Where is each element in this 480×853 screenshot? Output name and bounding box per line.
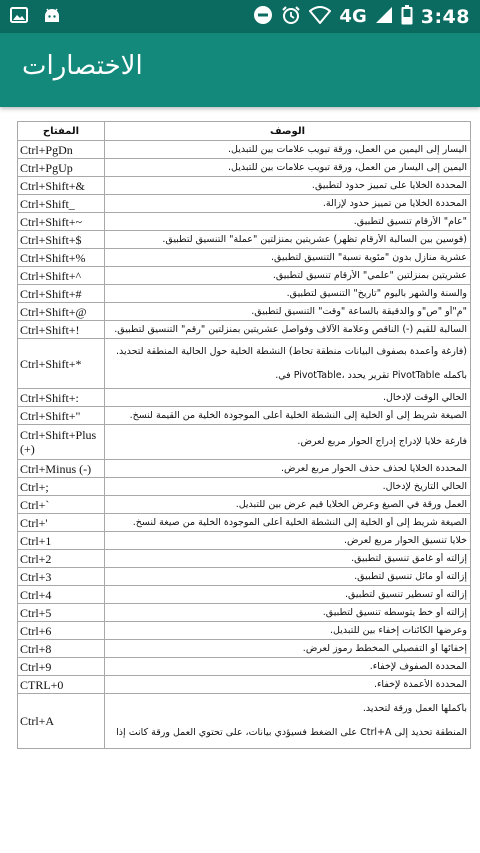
shortcut-key: Ctrl+Shift+@ bbox=[18, 303, 105, 321]
shortcut-description-line: والسنة والشهر باليوم "تاريخ" التنسيق لتطبيق. bbox=[286, 287, 467, 299]
shortcut-description-line: "عام" الأرقام تنسيق لتطبيق. bbox=[353, 215, 467, 227]
shortcut-description bbox=[105, 177, 471, 195]
table-row bbox=[18, 604, 471, 622]
app-bar bbox=[0, 33, 480, 107]
shortcut-description-line: المنطقة تحديد إلى Ctrl+A على الضغط فسيؤدي بيانات، على تحتوي العمل ورقة كانت إذا bbox=[116, 727, 467, 738]
dnd-icon bbox=[253, 5, 273, 29]
shortcut-description-line: المحددة الصفوف لإخفاء. bbox=[369, 660, 467, 672]
table-row bbox=[18, 496, 471, 514]
shortcut-description-line: المحددة الأعمدة لإخفاء. bbox=[373, 678, 467, 690]
shortcuts-table bbox=[17, 121, 471, 749]
table-row bbox=[18, 622, 471, 640]
shortcut-description bbox=[105, 231, 471, 249]
table-row bbox=[18, 249, 471, 267]
network-type: 4G bbox=[339, 6, 367, 27]
shortcut-key: Ctrl+Shift+~ bbox=[18, 213, 105, 231]
shortcut-description-line: الصيغة شريط إلى أو الخلية إلى النشطة الخلية أعلى الموجودة الخلية من القيمة لنسخ. bbox=[129, 409, 467, 421]
alarm-icon bbox=[281, 5, 301, 29]
shortcut-key: Ctrl+Shift+" bbox=[18, 407, 105, 425]
shortcut-description bbox=[105, 407, 471, 425]
shortcuts-table-body bbox=[18, 141, 471, 749]
table-row bbox=[18, 550, 471, 568]
shortcut-description-line: السالبة للقيم (-) الناقص وعلامة الآلاف وفواصل عشريتين بمنزلتين "رقم" التنسيق لتطبيق. bbox=[114, 323, 467, 335]
table-row bbox=[18, 425, 471, 460]
shortcut-description bbox=[105, 321, 471, 339]
table-row bbox=[18, 676, 471, 694]
shortcut-key: Ctrl+Shift+: bbox=[18, 389, 105, 407]
shortcut-key: Ctrl+Shift+% bbox=[18, 249, 105, 267]
shortcut-description-line: بأكملها العمل ورقة لتحديد. bbox=[362, 703, 467, 714]
table-row bbox=[18, 339, 471, 389]
shortcut-key: Ctrl+5 bbox=[18, 604, 105, 622]
table-row bbox=[18, 213, 471, 231]
shortcut-description bbox=[105, 568, 471, 586]
android-icon bbox=[42, 6, 62, 28]
shortcut-key: Ctrl+6 bbox=[18, 622, 105, 640]
table-row bbox=[18, 159, 471, 177]
table-row bbox=[18, 195, 471, 213]
shortcut-key: Ctrl+Shift+^ bbox=[18, 267, 105, 285]
page-title: الاختصارات bbox=[22, 51, 143, 81]
shortcut-description bbox=[105, 640, 471, 658]
shortcut-key: Ctrl+1 bbox=[18, 532, 105, 550]
table-row bbox=[18, 231, 471, 249]
shortcut-key: Ctrl+; bbox=[18, 478, 105, 496]
shortcut-description bbox=[105, 532, 471, 550]
table-row bbox=[18, 303, 471, 321]
table-row bbox=[18, 514, 471, 532]
shortcut-key: Ctrl+9 bbox=[18, 658, 105, 676]
shortcut-description bbox=[105, 303, 471, 321]
shortcut-description-line: إخفائها أو التفصيلي المخطط رموز لعرض. bbox=[302, 642, 467, 654]
shortcut-description-line: العمل ورقة في الصيغ وعرض الخلايا قيم عرض بين للتبديل. bbox=[235, 498, 467, 510]
shortcut-key: Ctrl+Shift+# bbox=[18, 285, 105, 303]
shortcut-description bbox=[105, 267, 471, 285]
shortcut-description-line: إزالته أو مائل تنسيق لتطبيق. bbox=[354, 570, 467, 582]
shortcut-key: Ctrl+Shift+Plus (+) bbox=[18, 425, 105, 460]
shortcut-description bbox=[105, 249, 471, 267]
table-row bbox=[18, 640, 471, 658]
shortcut-description bbox=[105, 676, 471, 694]
shortcut-key: Ctrl+Shift+& bbox=[18, 177, 105, 195]
status-bar bbox=[0, 0, 480, 33]
table-row bbox=[18, 177, 471, 195]
table-row bbox=[18, 267, 471, 285]
shortcut-key: Ctrl+4 bbox=[18, 586, 105, 604]
shortcut-key: Ctrl+Minus (-) bbox=[18, 460, 105, 478]
table-row bbox=[18, 658, 471, 676]
shortcut-description-line: الحالي الوقت لإدخال. bbox=[382, 391, 467, 403]
shortcut-description-line: خلايا تنسيق الحوار مربع لعرض. bbox=[344, 534, 467, 546]
image-icon bbox=[10, 6, 28, 28]
shortcut-description bbox=[105, 213, 471, 231]
shortcut-description bbox=[105, 389, 471, 407]
shortcut-key: Ctrl+PgDn bbox=[18, 141, 105, 159]
shortcut-description bbox=[105, 514, 471, 532]
shortcut-key: CTRL+0 bbox=[18, 676, 105, 694]
shortcut-description bbox=[105, 496, 471, 514]
shortcut-description bbox=[105, 586, 471, 604]
shortcut-description-line: إزالته أو تسطير تنسيق لتطبيق. bbox=[344, 588, 467, 600]
table-row bbox=[18, 321, 471, 339]
shortcut-key: Ctrl+Shift+* bbox=[18, 339, 105, 389]
shortcut-key: Ctrl+3 bbox=[18, 568, 105, 586]
shortcut-description bbox=[105, 658, 471, 676]
shortcut-key: Ctrl+Shift_ bbox=[18, 195, 105, 213]
table-row bbox=[18, 460, 471, 478]
shortcut-description bbox=[105, 622, 471, 640]
shortcut-key: Ctrl+A bbox=[18, 694, 105, 749]
status-bar-system bbox=[253, 5, 470, 29]
table-row bbox=[18, 532, 471, 550]
shortcut-description-line: المحددة الخلايا لحذف حذف الحوار مربع لعرض. bbox=[281, 462, 467, 474]
clock: 3:48 bbox=[420, 5, 470, 28]
shortcut-description-line: المحددة الخلايا على تمييز حدود لتطبيق. bbox=[311, 179, 467, 191]
table-row bbox=[18, 141, 471, 159]
shortcut-key: Ctrl+Shift+$ bbox=[18, 231, 105, 249]
shortcut-description-line: عشريتين بمنزلتين "علمي" الأرقام تنسيق لتطبيق. bbox=[272, 269, 467, 281]
table-row bbox=[18, 478, 471, 496]
shortcut-description-line: إزالته أو غامق تنسيق لتطبيق. bbox=[351, 552, 467, 564]
shortcut-description bbox=[105, 285, 471, 303]
shortcut-description bbox=[105, 141, 471, 159]
shortcut-description bbox=[105, 339, 471, 389]
shortcut-description-line: اليسار إلى اليمين من العمل، ورقة تبويب علامات بين للتبديل. bbox=[228, 143, 467, 155]
shortcut-description-line: الحالي التاريخ لإدخال. bbox=[382, 480, 467, 492]
shortcut-description bbox=[105, 604, 471, 622]
shortcut-key: Ctrl+Shift+! bbox=[18, 321, 105, 339]
shortcut-description-line: وعرضها الكائنات إخفاء بين للتبديل. bbox=[330, 624, 467, 636]
shortcut-description-line: (فارغة وأعمدة بصفوف البيانات منطقة تحاط) النشطة الخلية حول الحالية المنطقة لتحديد. bbox=[115, 345, 467, 357]
shortcut-description bbox=[105, 425, 471, 460]
shortcut-description bbox=[105, 478, 471, 496]
shortcut-key: Ctrl+8 bbox=[18, 640, 105, 658]
shortcut-description-line: فارغة خلايا لإدراج إدراج الحوار مربع لعرض. bbox=[297, 436, 467, 447]
battery-icon bbox=[401, 5, 413, 29]
shortcut-description bbox=[105, 550, 471, 568]
table-row bbox=[18, 407, 471, 425]
table-row bbox=[18, 285, 471, 303]
shortcut-description-line: المحددة الخلايا من تمييز حدود لإزالة. bbox=[322, 197, 467, 209]
table-row bbox=[18, 694, 471, 749]
status-bar-notifications bbox=[10, 6, 62, 28]
wifi-icon bbox=[309, 6, 331, 28]
shortcut-description bbox=[105, 460, 471, 478]
shortcut-description-line: عشرية منازل بدون "مئوية نسبة" التنسيق لتطبيق. bbox=[271, 251, 467, 263]
shortcut-key: Ctrl+2 bbox=[18, 550, 105, 568]
shortcut-description-line: الصيغة شريط إلى أو الخلية إلى النشطة الخلية أعلى الموجودة الخلية من صيغة لنسخ. bbox=[132, 516, 467, 528]
shortcut-key: Ctrl+` bbox=[18, 496, 105, 514]
table-row bbox=[18, 389, 471, 407]
table-row bbox=[18, 568, 471, 586]
shortcut-description bbox=[105, 195, 471, 213]
shortcut-key: Ctrl+' bbox=[18, 514, 105, 532]
shortcut-description-line: "م"أو "ص"و والدقيقة بالساعة "وقت" التنسيق لتطبيق. bbox=[251, 305, 467, 317]
signal-icon bbox=[375, 6, 393, 28]
shortcut-description bbox=[105, 159, 471, 177]
column-header-description: الوصف bbox=[105, 122, 471, 141]
shortcut-description-line: إزالته أو خط يتوسطه تنسيق لتطبيق. bbox=[322, 606, 467, 618]
shortcuts-content[interactable] bbox=[17, 121, 470, 749]
column-header-key: المفتاح bbox=[18, 122, 105, 141]
shortcut-key: Ctrl+PgUp bbox=[18, 159, 105, 177]
shortcut-description bbox=[105, 694, 471, 749]
shortcut-description-line: اليمين إلى اليسار من العمل، ورقة تبويب علامات بين للتبديل. bbox=[228, 161, 467, 173]
table-row bbox=[18, 586, 471, 604]
shortcut-description-line: (قوسين بين السالبة الأرقام تظهر) عشريتين بمنزلتين "عملة" التنسيق لتطبيق. bbox=[162, 233, 467, 245]
shortcut-description-line: بأكمله PivotTable تقرير يحدد ،PivotTable في. bbox=[275, 369, 467, 381]
